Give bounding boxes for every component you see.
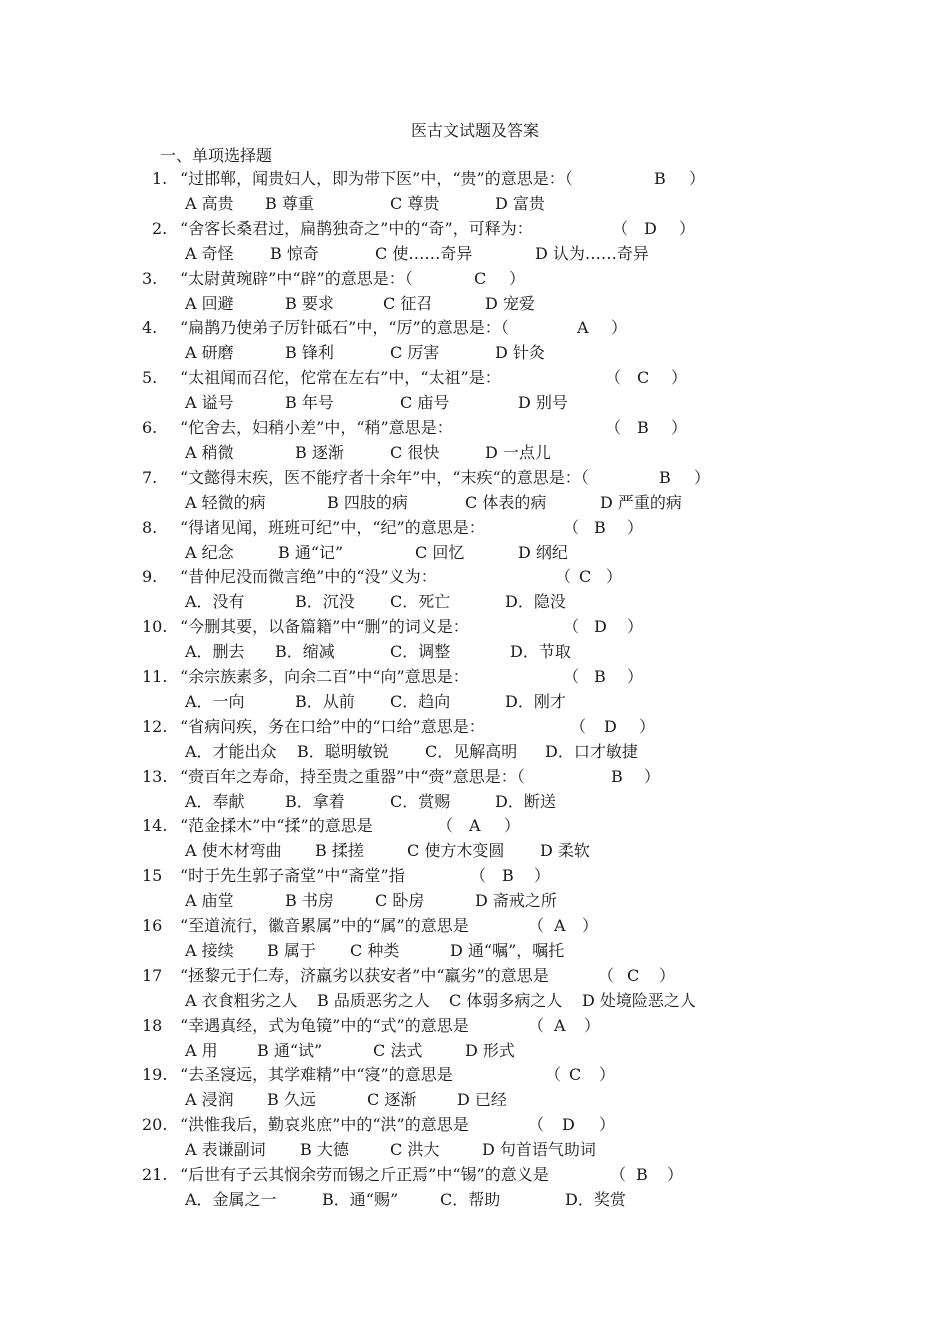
question-number: 13.: [142, 766, 168, 786]
answer-option: C．帮助: [440, 1190, 501, 1209]
question-stem: “得诸见闻，班班可纪”中，“纪”的意思是：: [180, 517, 485, 537]
answer-option: D．隐没: [505, 592, 566, 612]
answer-option: C．赏赐: [390, 791, 451, 811]
answer-option: C．见解高明: [425, 741, 518, 761]
question-number: 7.: [142, 467, 158, 487]
answer-close-paren: ）: [504, 816, 521, 836]
answer-close-paren: ）: [599, 1115, 616, 1135]
answer-option: A 轻微的病: [185, 492, 266, 512]
answer-option: D 句首语气助词: [482, 1140, 596, 1160]
answer-option: C 厉害: [390, 343, 440, 363]
question-stem-row: [142, 566, 942, 591]
answer-option: A 接续: [185, 941, 234, 960]
document-title: 医古文试题及答案: [410, 121, 539, 140]
option-row: [185, 1189, 925, 1214]
answer-option: B 久远: [267, 1090, 316, 1110]
question-stem: “省病问疾，务在口给”中的“口给”意思是：: [180, 716, 485, 736]
question-stem-row: [142, 616, 942, 641]
question-number: 17: [142, 965, 163, 985]
answer-letter: B: [659, 467, 671, 487]
answer-open-paren: （: [605, 368, 622, 388]
option-row: [185, 940, 925, 965]
answer-option: A 用: [185, 1040, 218, 1060]
question-stem-row: [142, 865, 942, 890]
answer-open-paren: （: [610, 1165, 627, 1184]
question-number: 15: [142, 866, 163, 886]
answer-option: D 已经: [457, 1090, 507, 1110]
question-stem: “文懿得末疾，医不能疗者十余年”中，“末疾“的意思是：（: [180, 467, 589, 487]
question-number: 8.: [142, 517, 158, 537]
question-stem: “昔仲尼没而微言绝”中的“没”义为：: [180, 567, 437, 587]
answer-letter: B: [654, 169, 666, 188]
answer-option: D 柔软: [540, 841, 590, 861]
answer-option: D 处境险恶之人: [582, 990, 696, 1010]
answer-close-paren: ）: [582, 916, 599, 935]
question-stem-row: [142, 517, 942, 542]
answer-close-paren: ）: [584, 1015, 601, 1035]
answer-letter: D: [644, 218, 657, 238]
option-row: [185, 392, 925, 417]
question-stem: “太祖闻而召佗，佗常在左右”中，“太祖”是：: [180, 368, 501, 388]
answer-letter: C: [569, 1065, 582, 1085]
answer-option: C 庙号: [400, 393, 450, 413]
answer-option: D 纲纪: [518, 542, 568, 562]
answer-close-paren: ）: [627, 617, 644, 637]
question-stem: “今删其要，以备篇籍”中“删”的词义是：: [180, 617, 469, 637]
answer-close-paren: ）: [639, 716, 656, 736]
answer-option: C 体弱多病之人: [449, 990, 563, 1010]
answer-option: A 表谦副词: [185, 1140, 266, 1160]
question-stem-row: [142, 766, 942, 791]
question-stem: “后世有子云其悯余劳而锡之斤正焉”中“锡”的意义是: [180, 1165, 549, 1184]
answer-option: C 法式: [373, 1040, 423, 1060]
answer-option: B 通“记”: [278, 542, 344, 562]
answer-option: D 通“嘱”，嘱托: [450, 941, 565, 960]
answer-option: D．节取: [510, 642, 571, 662]
question-number: 1.: [152, 169, 168, 188]
question-stem: “拯黎元于仁寿，济羸劣以获安者”中“羸劣”的意思是: [180, 965, 549, 985]
question-stem: “赍百年之寿命，持至贵之重器”中“赍”意思是：（: [180, 766, 525, 786]
answer-option: D 一点儿: [485, 443, 551, 462]
question-stem: “佗舍去，妇稍小差”中，“稍”意思是：: [180, 418, 453, 437]
answer-option: C 使方木变圆: [407, 841, 505, 861]
answer-letter: B: [611, 766, 623, 786]
answer-option: D 严重的病: [600, 492, 682, 512]
question-stem: “范金揉木”中“揉”的意思是: [180, 816, 373, 836]
answer-close-paren: ）: [606, 567, 623, 587]
option-row: [185, 492, 925, 517]
answer-close-paren: ）: [627, 517, 644, 537]
option-row: [185, 243, 925, 268]
answer-close-paren: ）: [644, 766, 661, 786]
question-stem-row: [142, 467, 942, 492]
question-stem-row: [142, 218, 942, 243]
answer-close-paren: ）: [694, 467, 711, 487]
question-stem: “幸遇真经，式为龟镜”中的“式”的意思是: [180, 1015, 469, 1035]
option-row: [185, 741, 925, 766]
answer-option: B 要求: [285, 293, 334, 313]
question-stem: “舍客长桑君过，扁鹊独奇之”中的“奇”，可释为：: [180, 218, 533, 238]
question-number: 3.: [142, 268, 158, 288]
answer-close-paren: ）: [689, 169, 706, 188]
answer-option: A．没有: [185, 592, 245, 612]
question-stem-row: [142, 268, 942, 293]
question-number: 20.: [142, 1115, 168, 1135]
question-number: 9.: [142, 567, 158, 587]
question-stem-row: [142, 1114, 942, 1139]
question-stem: “洪惟我后，勤哀兆庶”中的“洪”的意思是: [180, 1115, 469, 1135]
question-number: 5.: [142, 368, 158, 388]
answer-letter: C: [579, 567, 592, 587]
option-row: [185, 840, 925, 865]
option-row: [185, 990, 925, 1015]
option-row: [185, 1089, 925, 1114]
answer-option: D．奖赏: [565, 1190, 626, 1209]
answer-open-paren: （: [612, 218, 629, 238]
answer-option: A 奇怪: [185, 243, 234, 263]
question-stem: “过邯郸，闻贵妇人，即为带下医”中，“贵”的意思是：（: [180, 169, 573, 188]
option-row: [185, 641, 925, 666]
answer-open-paren: （: [437, 816, 454, 836]
question-stem-row: [142, 1164, 942, 1189]
answer-option: A．金属之一: [185, 1190, 277, 1209]
answer-option: C 征召: [383, 293, 433, 313]
question-stem-row: [142, 1064, 942, 1089]
answer-option: D 宠爱: [485, 293, 535, 313]
answer-option: A 研磨: [185, 343, 234, 363]
answer-option: A 稍微: [185, 443, 234, 462]
answer-option: A 衣食粗劣之人: [185, 990, 298, 1010]
question-number: 11.: [142, 667, 168, 686]
question-number: 18: [142, 1015, 163, 1035]
question-stem-row: [142, 417, 942, 442]
question-stem-row: [142, 1015, 942, 1040]
answer-letter: C: [637, 368, 650, 388]
option-row: [185, 442, 925, 467]
answer-option: A 纪念: [185, 542, 234, 562]
question-stem-row: [142, 666, 942, 691]
answer-option: B 揉搓: [315, 841, 364, 861]
answer-option: B．拿着: [285, 791, 345, 811]
answer-option: D．断送: [495, 791, 556, 811]
question-number: 4.: [142, 318, 158, 338]
answer-open-paren: （: [528, 1015, 545, 1035]
answer-open-paren: （: [545, 1065, 562, 1085]
answer-option: A．才能出众: [185, 741, 277, 761]
answer-option: B 锋利: [285, 343, 334, 363]
question-number: 12.: [142, 716, 168, 736]
answer-option: D 形式: [465, 1040, 515, 1060]
answer-option: C．死亡: [390, 592, 451, 612]
answer-option: B．从前: [295, 692, 355, 711]
answer-option: D．刚才: [505, 692, 566, 711]
answer-option: B 惊奇: [270, 243, 319, 263]
answer-option: C 回忆: [415, 542, 465, 562]
answer-open-paren: （: [563, 617, 580, 637]
answer-option: A．一向: [185, 692, 245, 711]
question-number: 10.: [142, 617, 168, 637]
answer-option: C 洪大: [390, 1140, 440, 1160]
answer-option: D．口才敏捷: [545, 741, 638, 761]
option-row: [185, 1040, 925, 1065]
answer-letter: A: [577, 318, 589, 338]
answer-close-paren: ）: [679, 218, 696, 238]
answer-open-paren: （: [598, 965, 615, 985]
answer-option: A 回避: [185, 293, 234, 313]
answer-open-paren: （: [528, 916, 545, 935]
answer-option: C 尊贵: [390, 194, 440, 213]
question-number: 21.: [142, 1165, 168, 1184]
question-number: 16: [142, 916, 163, 935]
question-number: 2.: [152, 218, 168, 238]
question-stem-row: [142, 168, 942, 193]
answer-close-paren: ）: [659, 965, 676, 985]
answer-open-paren: （: [605, 418, 622, 437]
question-stem: “余宗族素多，向余二百”中“向”意思是：: [180, 667, 469, 686]
option-row: [185, 193, 925, 218]
answer-option: D 斋戒之所: [475, 891, 557, 911]
answer-option: C 使……奇异: [375, 243, 473, 263]
answer-option: B 属于: [267, 941, 316, 960]
option-row: [185, 791, 925, 816]
option-row: [185, 342, 925, 367]
question-stem-row: [142, 915, 942, 940]
answer-letter: B: [637, 418, 649, 437]
answer-open-paren: （: [563, 667, 580, 686]
answer-option: B．聪明敏锐: [297, 741, 389, 761]
answer-letter: D: [562, 1115, 575, 1135]
answer-option: A 庙堂: [185, 891, 234, 911]
answer-option: D 认为……奇异: [535, 243, 649, 263]
answer-option: A．奉献: [185, 791, 245, 811]
answer-letter: A: [554, 1015, 566, 1035]
answer-option: C 体表的病: [465, 492, 547, 512]
answer-option: B．缩减: [275, 642, 335, 662]
question-stem-row: [142, 965, 942, 990]
answer-option: B 书房: [285, 891, 334, 911]
answer-close-paren: ）: [667, 1165, 684, 1184]
answer-letter: C: [627, 965, 640, 985]
answer-letter: A: [554, 916, 566, 935]
answer-close-paren: ）: [671, 368, 688, 388]
answer-option: C 逐渐: [367, 1090, 417, 1110]
answer-open-paren: （: [563, 517, 580, 537]
answer-option: B．通“赐”: [322, 1190, 399, 1209]
answer-close-paren: ）: [611, 318, 628, 338]
answer-open-paren: （: [528, 1115, 545, 1135]
answer-option: B 逐渐: [295, 443, 344, 462]
answer-option: C．调整: [390, 642, 451, 662]
answer-option: A 使木材弯曲: [185, 841, 282, 861]
question-stem: “时于先生郭子斋堂”中“斋堂”指: [180, 866, 405, 886]
answer-option: A．删去: [185, 642, 245, 662]
answer-option: A 浸润: [185, 1090, 234, 1110]
answer-option: B 品质恶劣之人: [317, 990, 430, 1010]
question-stem-row: [142, 815, 942, 840]
answer-option: B．沉没: [295, 592, 355, 612]
answer-option: C 卧房: [375, 891, 425, 911]
question-stem-row: [142, 317, 942, 342]
option-row: [185, 591, 925, 616]
answer-open-paren: （: [555, 567, 572, 587]
question-stem-row: [142, 367, 942, 392]
question-number: 19.: [142, 1065, 168, 1085]
answer-close-paren: ）: [627, 667, 644, 686]
option-row: [185, 890, 925, 915]
answer-option: D 富贵: [495, 194, 545, 213]
question-stem: “太尉黄琬辟”中“辟”的意思是：（: [180, 268, 413, 288]
answer-open-paren: （: [470, 866, 487, 886]
answer-letter: D: [604, 716, 617, 736]
answer-letter: B: [594, 667, 606, 686]
section-heading: 一、单项选择题: [160, 146, 273, 165]
question-stem: “至道流行，徽音累属”中的“属”的意思是: [180, 916, 469, 935]
answer-option: B 年号: [285, 393, 334, 413]
option-row: [185, 542, 925, 567]
question-number: 6.: [142, 418, 158, 437]
answer-letter: C: [474, 268, 487, 288]
answer-close-paren: ）: [599, 1065, 616, 1085]
question-number: 14.: [142, 816, 168, 836]
answer-close-paren: ）: [534, 866, 551, 886]
question-stem: “去圣寖远，其学难精”中“寖”的意思是: [180, 1065, 453, 1085]
answer-close-paren: ）: [671, 418, 688, 437]
answer-option: B 大德: [300, 1140, 349, 1160]
answer-option: C．趋向: [390, 692, 451, 711]
answer-option: B 通“试”: [257, 1040, 323, 1060]
answer-option: B 四肢的病: [327, 492, 408, 512]
answer-option: C 种类: [350, 941, 400, 960]
answer-letter: A: [469, 816, 481, 836]
option-row: [185, 691, 925, 716]
answer-option: A 谥号: [185, 393, 234, 413]
answer-letter: B: [502, 866, 514, 886]
answer-close-paren: ）: [509, 268, 526, 288]
question-stem: “扁鹊乃使弟子厉针砥石”中，“厉”的意思是：（: [180, 318, 509, 338]
answer-option: A 高贵: [185, 194, 234, 213]
answer-option: B 尊重: [265, 194, 314, 213]
option-row: [185, 1139, 925, 1164]
answer-open-paren: （: [570, 716, 587, 736]
answer-option: D 别号: [518, 393, 568, 413]
answer-letter: B: [636, 1165, 648, 1184]
answer-letter: D: [594, 617, 607, 637]
answer-option: C 很快: [390, 443, 440, 462]
question-stem-row: [142, 716, 942, 741]
answer-option: D 针灸: [495, 343, 545, 363]
option-row: [185, 293, 925, 318]
answer-letter: B: [594, 517, 606, 537]
